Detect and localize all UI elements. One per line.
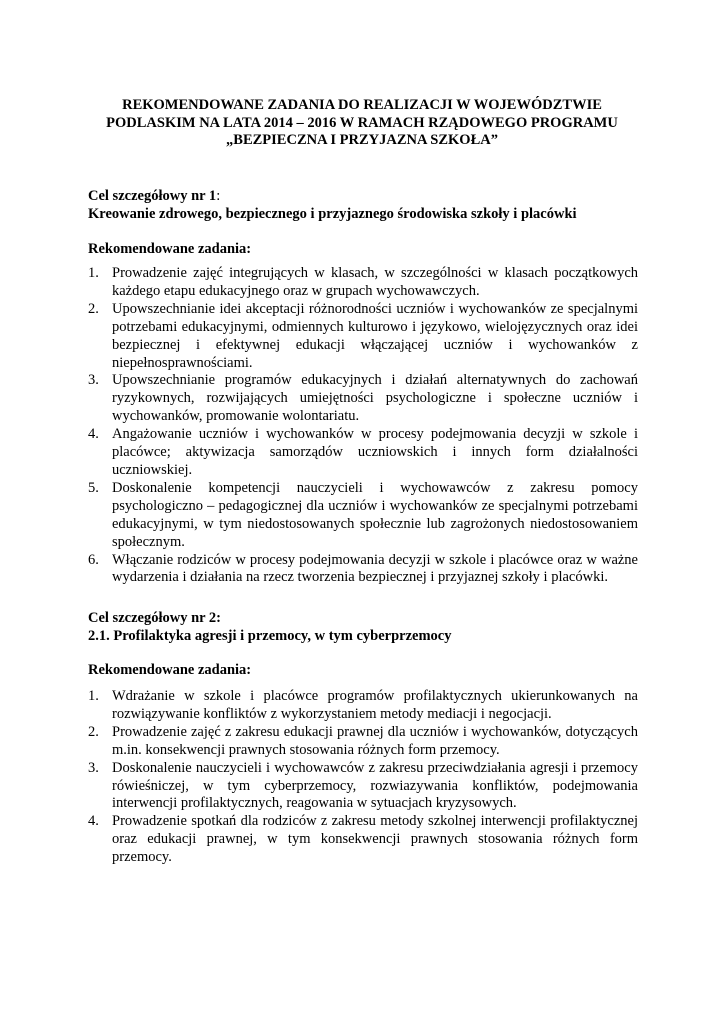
list-item-number: 6. (88, 551, 99, 568)
list-item-text: Prowadzenie zajęć z zakresu edukacji prawnej dla uczniów i wychowanków, dotyczących m.in. konsekwencji prawnych stosowania różnych form przemocy. (112, 723, 638, 758)
list-item-text: Prowadzenie spotkań dla rodziców z zakresu metody szkolnej interwencji profilaktycznej oraz edukacji prawnej, w tym konsekwencji prawnych stosowania różnych form przemocy. (112, 813, 638, 866)
list-item (88, 301, 638, 373)
list-item (88, 552, 638, 588)
list-item-text: Prowadzenie zajęć integrujących w klasach, w szczególności w klasach początkowych każdego etapu edukacyjnego oraz w grupach wychowawczych. (112, 265, 638, 299)
list-item-number: 3. (88, 759, 99, 776)
list-item-text: Doskonalenie kompetencji nauczycieli i wychowawców z zakresu pomocy psychologiczno – pedagogicznej dla uczniów i wychowanków ze specjalnymi potrzebami edukacyjnymi, w tym niedostosowanych społecznie lub zagrożonych niedostosowaniem społecznym. (112, 479, 638, 550)
list-item-number: 4. (88, 426, 99, 443)
section2-tasks-heading: Rekomendowane zadania: (88, 662, 252, 678)
list-item (88, 813, 638, 867)
list-item-number: 3. (88, 372, 99, 389)
section1-label-suffix: : (216, 188, 221, 204)
list-item-text: Włączanie rodziców w procesy podejmowania decyzji w szkole i placówce oraz w ważne wydarzenia i działania na rzecz tworzenia bezpiecznej i przyjaznej szkoły i placówki. (112, 551, 638, 586)
section2-label: Cel szczegółowy nr 2: (88, 610, 222, 626)
list-item-number: 2. (88, 723, 99, 740)
list-item (88, 688, 638, 724)
list-item-number: 1. (88, 688, 99, 704)
section1-label-text: Cel szczegółowy nr 1 (88, 188, 217, 204)
list-item-number: 1. (88, 265, 99, 281)
section1-label (88, 187, 220, 205)
list-item (88, 426, 638, 480)
section1-tasks-heading: Rekomendowane zadania: (88, 241, 252, 257)
list-item (88, 265, 638, 301)
list-item-text: Angażowanie uczniów i wychowanków w procesy podejmowania decyzji w szkole i placówce; aktywizacja samorządów uczniowskich i innych form działalności uczniowskiej. (112, 426, 638, 478)
section2-task-list (88, 688, 638, 867)
list-item-text: Upowszechnianie idei akceptacji różnorodności uczniów i wychowanków ze specjalnymi potrzebami edukacyjnymi, odmiennych kulturowo i językowo, wielojęzycznych oraz idei bezpiecznej i efektywnej edukacji włączającej uczniów i wychowanków z niepełnosprawnościami. (112, 300, 638, 371)
title-line: REKOMENDOWANE ZADANIA DO REALIZACJI W WOJEWÓDZTWIE (122, 97, 602, 113)
list-item (88, 372, 638, 426)
section1-task-list (88, 265, 638, 587)
list-item-text: Doskonalenie nauczycieli i wychowawców z zakresu przeciwdziałania agresji i przemocy rówieśniczej, w tym cyberprzemocy, rozwiazywania konfliktów, podejmowania interwencji profilaktycznych, reagowania w sytuacjach kryzysowych. (112, 759, 638, 812)
list-item (88, 724, 638, 760)
document-title (80, 97, 644, 150)
section2-subtitle: 2.1. Profilaktyka agresji i przemocy, w tym cyberprzemocy (88, 628, 452, 644)
list-item-text: Upowszechnianie programów edukacyjnych i działań alternatywnych do zachowań ryzykownych, rozwijających umiejętności psychologiczne i społeczne uczniów i wychowanków, promowanie wolontariatu. (112, 372, 638, 425)
list-item-number: 5. (88, 479, 99, 496)
list-item-number: 2. (88, 300, 99, 317)
list-item (88, 480, 638, 552)
list-item-text: Wdrażanie w szkole i placówce programów profilaktycznych ukierunkowanych na rozwiązywanie konfliktów z wykorzystaniem metody mediacji i negocjacji. (112, 688, 638, 722)
list-item (88, 760, 638, 814)
list-item-number: 4. (88, 813, 99, 830)
section1-subtitle: Kreowanie zdrowego, bezpiecznego i przyjaznego środowiska szkoły i placówki (88, 206, 577, 222)
title-line: PODLASKIM NA LATA 2014 – 2016 W RAMACH RZĄDOWEGO PROGRAMU (106, 114, 618, 131)
title-line: „BEZPIECZNA I PRZYJAZNA SZKOŁA” (226, 132, 498, 148)
